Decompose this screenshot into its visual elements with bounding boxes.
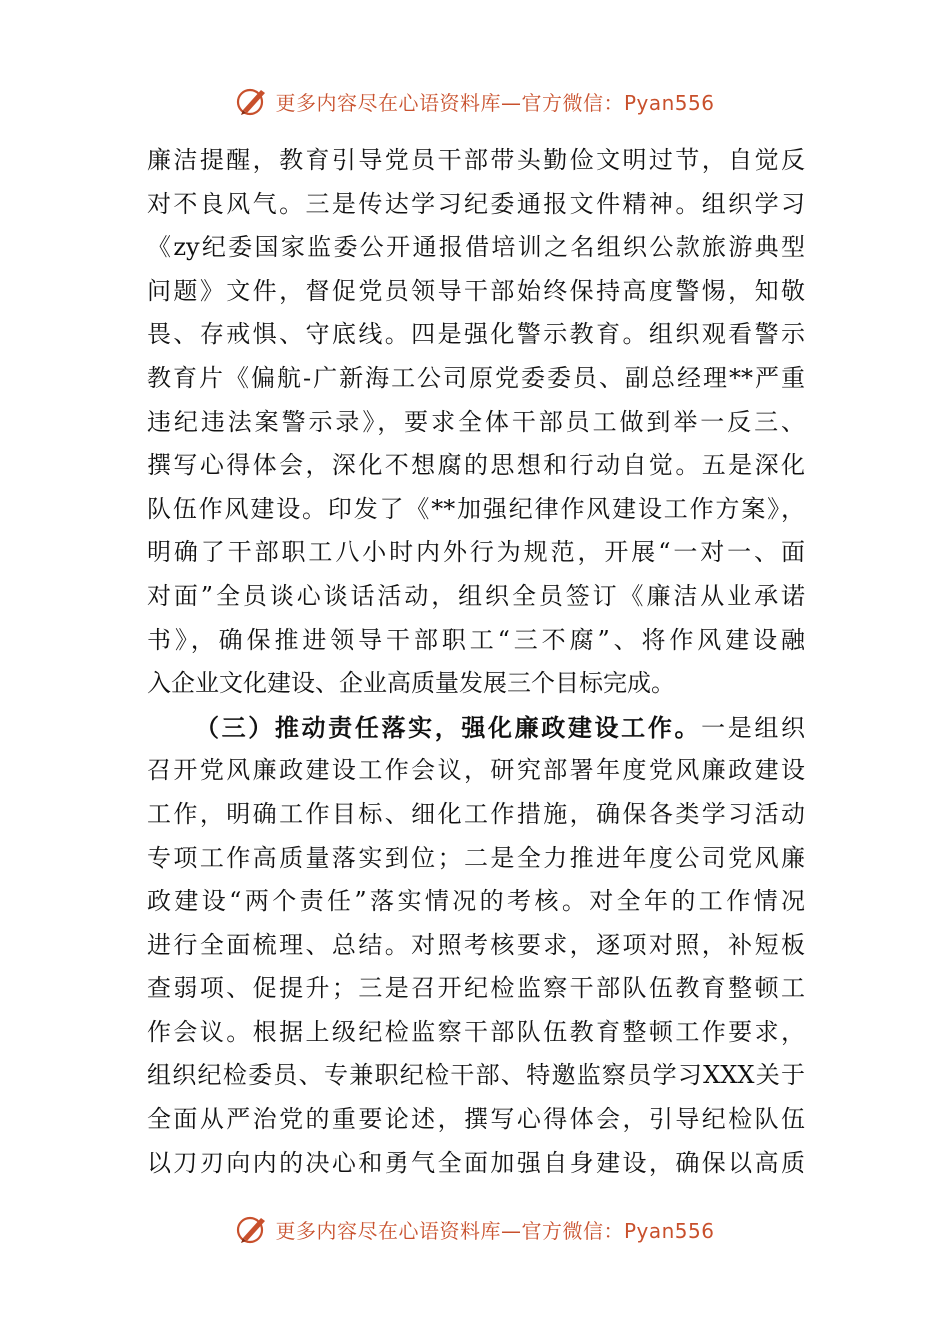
text-line: 对不良风气。三是传达学习纪委通报文件精神。组织学习 bbox=[147, 189, 805, 218]
text-line: 政建设“两个责任”落实情况的考核。对全年的工作情况 bbox=[147, 887, 805, 916]
text-line: 以刀刃向内的决心和勇气全面加强自身建设，确保以高质 bbox=[147, 1148, 805, 1177]
text-line: 廉洁提醒，教育引导党员干部带头勤俭文明过节，自觉反 bbox=[147, 146, 805, 174]
paragraph-2 bbox=[147, 706, 805, 1186]
watermark-text: 更多内容尽在心语资料库—官方微信：Pyan556 bbox=[275, 1218, 715, 1243]
footer-watermark bbox=[0, 1212, 950, 1246]
text-line: 作会议。根据上级纪检监察干部队伍教育整顿工作要求， bbox=[147, 1017, 805, 1046]
text-line: 组织纪检委员、专兼职纪检干部、特邀监察员学习XXX关于 bbox=[147, 1061, 805, 1090]
text-line: 查弱项、促提升；三是召开纪检监察干部队伍教育整顿工 bbox=[147, 974, 805, 1003]
text-line: 专项工作高质量落实到位；二是全力推进年度公司党风廉 bbox=[147, 843, 805, 872]
text-line: 明确了干部职工八小时内外行为规范，开展“一对一、面 bbox=[147, 538, 805, 567]
text-line: 进行全面梳理、总结。对照考核要求，逐项对照，补短板 bbox=[147, 930, 805, 959]
text-line: 队伍作风建设。印发了《**加强纪律作风建设工作方案》， bbox=[147, 494, 805, 523]
watermark-text: 更多内容尽在心语资料库—官方微信：Pyan556 bbox=[275, 90, 715, 115]
text-line: 对面”全员谈心谈话活动，组织全员签订《廉洁从业承诺 bbox=[147, 581, 805, 610]
document-body bbox=[147, 139, 805, 1185]
pen-logo-icon bbox=[235, 84, 269, 118]
header-watermark bbox=[0, 84, 950, 118]
text-line: 违纪违法案警示录》，要求全体干部员工做到举一反三、 bbox=[147, 407, 805, 436]
section-heading-line bbox=[147, 706, 805, 750]
section-heading: （三）推动责任落实，强化廉政建设工作。 bbox=[195, 712, 702, 742]
text-line: 全面从严治党的重要论述，撰写心得体会，引导纪检队伍 bbox=[147, 1105, 805, 1134]
text-line: 撰写心得体会，深化不想腐的思想和行动自觉。五是深化 bbox=[147, 451, 805, 480]
text-line: 问题》文件，督促党员领导干部始终保持高度警惕，知敬 bbox=[147, 276, 805, 305]
text-line: 畏、存戒惧、守底线。四是强化警示教育。组织观看警示 bbox=[147, 320, 805, 349]
text-line: 教育片《偏航-广新海工公司原党委委员、副总经理**严重 bbox=[147, 363, 805, 392]
text-line: 书》，确保推进领导干部职工“三不腐”、将作风建设融 bbox=[147, 625, 805, 654]
text-line: 召开党风廉政建设工作会议，研究部署年度党风廉政建设 bbox=[147, 756, 805, 785]
text-line: 入企业文化建设、企业高质量发展三个目标完成。 bbox=[147, 669, 675, 698]
text-line: 《zy纪委国家监委公开通报借培训之名组织公款旅游典型 bbox=[147, 233, 805, 262]
text-span: 一是组织 bbox=[701, 713, 806, 742]
text-line: 工作，明确工作目标、细化工作措施，确保各类学习活动 bbox=[147, 799, 805, 828]
paragraph-1 bbox=[147, 139, 805, 706]
pen-logo-icon bbox=[235, 1212, 269, 1246]
